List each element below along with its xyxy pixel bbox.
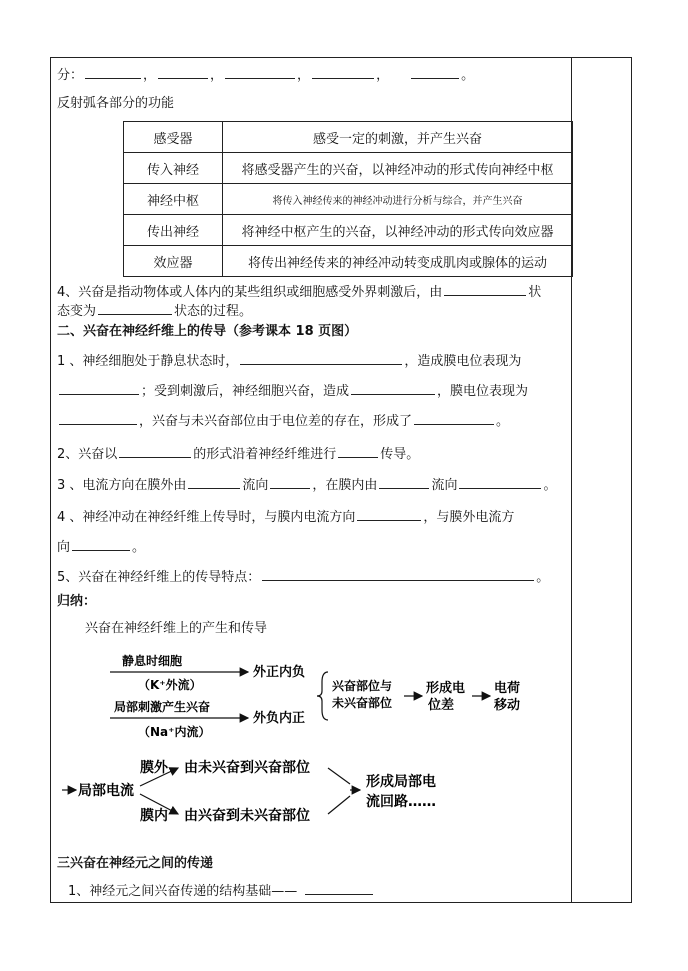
unexcited-part-label: 未兴奋部位	[332, 696, 393, 710]
section-2-title: 二、兴奋在神经纤维上的传导（参考课本 18 页图）	[57, 324, 358, 339]
local-current-diagram	[60, 750, 480, 835]
answer-blank[interactable]	[240, 352, 402, 365]
answer-blank[interactable]	[85, 66, 141, 79]
reflex-title: 反射弧各部分的功能	[57, 96, 175, 111]
answer-blank[interactable]	[305, 882, 373, 895]
answer-blank[interactable]	[270, 476, 310, 489]
inside-direction-label: 由兴奋到未兴奋部位	[184, 808, 310, 824]
k-outflow-label: （K⁺外流）	[138, 678, 202, 692]
potential-diff-label-1: 形成电	[426, 681, 466, 696]
section-3-title: 三兴奋在神经元之间的传递	[57, 856, 214, 871]
answer-blank[interactable]	[414, 412, 494, 425]
membrane-outside-label: 膜外	[140, 760, 168, 776]
arrow	[328, 768, 350, 784]
s2-q3: 3 、电流方向在膜外由 流向 ，在膜内由 流向 。	[57, 478, 557, 493]
na-inflow-label: （Na⁺内流）	[138, 725, 211, 739]
table-row: 传出神经 将神经中枢产生的兴奋，以神经冲动的形式传向效应器	[124, 215, 573, 246]
brace	[317, 672, 328, 720]
answer-blank[interactable]	[459, 476, 541, 489]
answer-blank[interactable]	[357, 508, 421, 521]
outside-positive-label: 外正内负	[253, 665, 306, 680]
answer-blank[interactable]	[59, 382, 139, 395]
s2-q4-line-1: 4 、神经冲动在神经纤维上传导时，与膜内电流方向 ，与膜外电流方	[57, 510, 515, 525]
answer-blank[interactable]	[225, 66, 295, 79]
answer-blank[interactable]	[338, 445, 378, 458]
local-current-label: 局部电流	[78, 783, 134, 799]
answer-blank[interactable]	[351, 382, 435, 395]
rest-state-label: 静息时细胞	[122, 654, 183, 668]
charge-move-label-1: 电荷	[494, 681, 521, 696]
membrane-inside-label: 膜内	[140, 808, 168, 824]
question-4-line-2: 态变为 状态的过程。	[57, 304, 253, 319]
line-prefix: 分：	[57, 68, 84, 83]
arrow	[328, 796, 350, 814]
answer-blank[interactable]	[312, 66, 374, 79]
charge-move-label-2: 移动	[494, 698, 521, 713]
local-stimulus-label: 局部刺激产生兴奋	[114, 700, 211, 714]
answer-blank[interactable]	[158, 66, 208, 79]
answer-blank[interactable]	[59, 412, 137, 425]
loop-label-1: 形成局部电	[366, 774, 436, 790]
table-row: 传入神经 将感受器产生的兴奋，以神经冲动的形式传向神经中枢	[124, 153, 573, 184]
outside-negative-label: 外负内正	[253, 711, 306, 726]
s2-q1-line-3: ，兴奋与未兴奋部位由于电位差的存在，形成了 。	[57, 412, 509, 430]
s2-q1-line-2: ；受到刺激后，神经细胞兴奋，造成 ，膜电位表现为	[57, 382, 528, 400]
answer-blank[interactable]	[188, 476, 240, 489]
answer-blank[interactable]	[72, 538, 130, 551]
answer-blank[interactable]	[379, 476, 429, 489]
table-row: 效应器 将传出神经传来的神经冲动转变成肌肉或腺体的运动	[124, 246, 573, 277]
answer-blank[interactable]	[119, 445, 191, 458]
s2-q5: 5、兴奋在神经纤维上的传导特点： 。	[57, 570, 550, 585]
excitation-generation-diagram	[100, 648, 540, 743]
s2-q2: 2、兴奋以 的形式沿着神经纤维进行 传导。	[57, 447, 420, 462]
answer-blank[interactable]	[262, 568, 534, 581]
answer-blank[interactable]	[444, 283, 526, 296]
summary-subtitle: 兴奋在神经纤维上的产生和传导	[85, 621, 268, 636]
answer-blank[interactable]	[411, 66, 459, 79]
excited-part-label: 兴奋部位与	[332, 679, 393, 693]
s3-q1: 1、神经元之间兴奋传递的结构基础——	[68, 882, 375, 900]
answer-blank[interactable]	[98, 302, 172, 315]
reflex-function-table	[123, 121, 573, 277]
blank-line-fen: 分： ， ， ， ， 。	[57, 68, 475, 83]
potential-diff-label-2: 位差	[428, 698, 455, 713]
table-row: 感受器 感受一定的刺激，并产生兴奋	[124, 122, 573, 153]
loop-label-2: 流回路……	[366, 794, 436, 810]
question-4-line-1: 4、兴奋是指动物体或人体内的某些组织或细胞感受外界刺激后，由 状	[57, 285, 542, 300]
table-row: 神经中枢 将传入神经传来的神经冲动进行分析与综合，并产生兴奋	[124, 184, 573, 215]
s2-q4-line-2: 向 。	[57, 540, 146, 555]
outside-direction-label: 由未兴奋到兴奋部位	[184, 760, 310, 776]
summary-label: 归纳：	[57, 594, 97, 609]
s2-q1-line-1: 1 、神经细胞处于静息状态时， ，造成膜电位表现为	[57, 354, 522, 369]
